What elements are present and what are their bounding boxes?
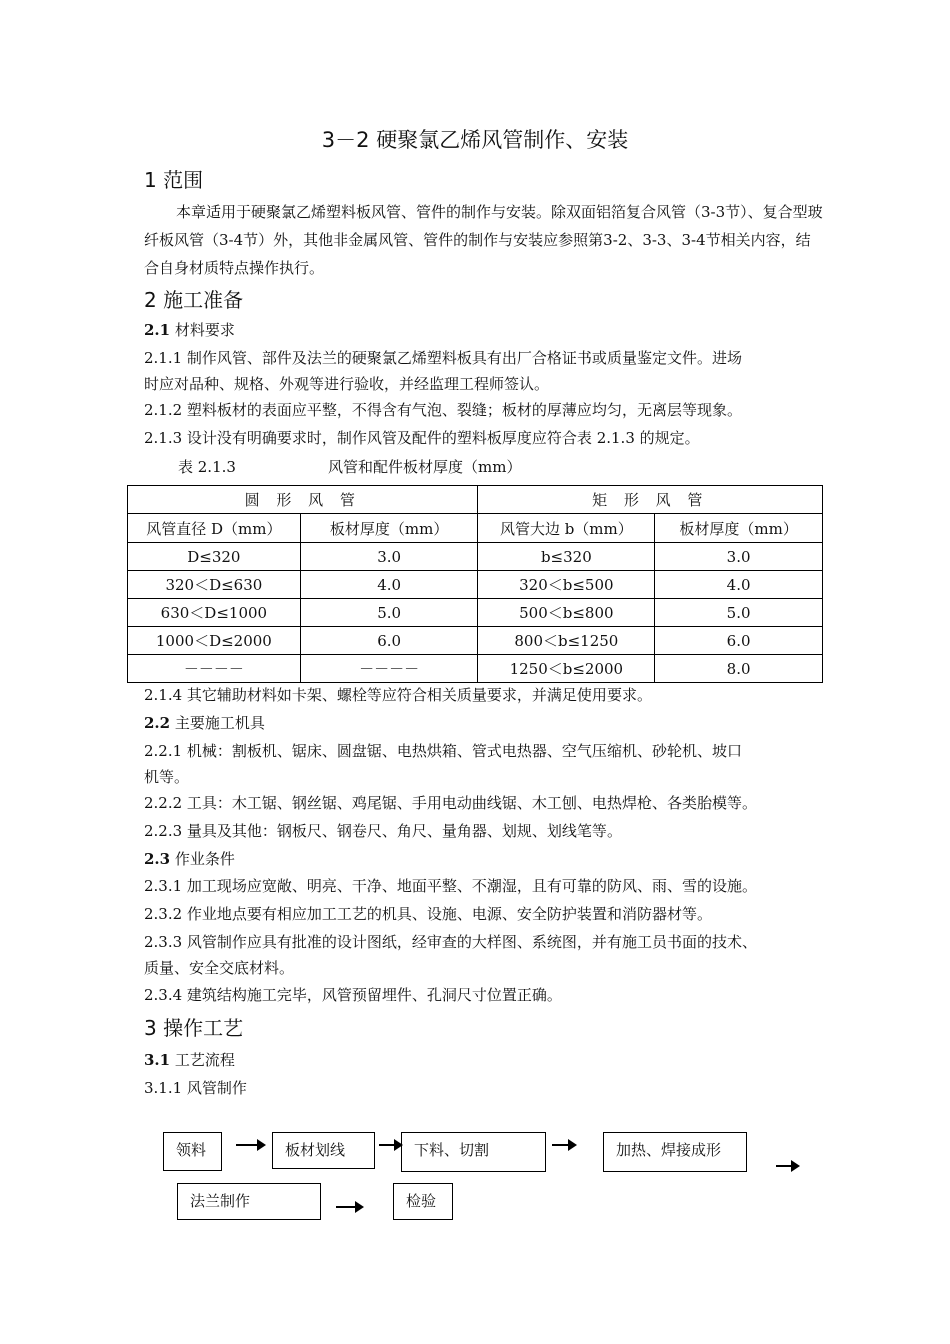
table-cell: 4.0 bbox=[655, 571, 823, 599]
table-header-row bbox=[128, 514, 823, 543]
table-cell: 4.0 bbox=[300, 571, 478, 599]
subsection-number: 2.3 bbox=[144, 850, 171, 868]
subsection-title: 主要施工机具 bbox=[170, 714, 265, 732]
flow-step-heat-weld-form: 加热、焊接成形 bbox=[603, 1132, 747, 1172]
subsection-2-1-heading bbox=[144, 317, 235, 344]
table-cell: 320＜D≤630 bbox=[128, 571, 301, 599]
table-caption: 风管和配件板材厚度（mm） bbox=[328, 458, 522, 476]
subsection-2-2-heading bbox=[144, 710, 265, 737]
table-group-header-row bbox=[128, 486, 823, 514]
flow-step-cutting: 下料、切割 bbox=[401, 1132, 546, 1172]
table-cell: 320＜b≤500 bbox=[478, 571, 655, 599]
para-2-3-1: 2.3.1 加工现场应宽敞、明亮、干净、地面平整、不潮湿，且有可靠的防风、雨、雪的设施。 bbox=[144, 877, 757, 895]
flow-arrow bbox=[336, 1201, 364, 1213]
para-2-1-3: 2.1.3 设计没有明确要求时，制作风管及配件的塑料板厚度应符合表 2.1.3 的规定。 bbox=[144, 429, 700, 447]
table-cell: －－－－ bbox=[300, 655, 478, 683]
para-2-2-2: 2.2.2 工具：木工锯、钢丝锯、鸡尾锯、手用电动曲线锯、木工刨、电热焊枪、各类胎模等。 bbox=[144, 794, 757, 812]
table-cell: 6.0 bbox=[655, 627, 823, 655]
column-header: 风管大边 b（mm） bbox=[478, 514, 655, 543]
para-3-1-1: 3.1.1 风管制作 bbox=[144, 1079, 247, 1097]
table-cell: 800＜b≤1250 bbox=[478, 627, 655, 655]
table-caption-number: 表 2.1.3 bbox=[178, 458, 236, 476]
para-2-1-4: 2.1.4 其它辅助材料如卡架、螺栓等应符合相关质量要求，并满足使用要求。 bbox=[144, 686, 652, 704]
flow-step-inspection: 检验 bbox=[393, 1183, 453, 1220]
table-row bbox=[128, 571, 823, 599]
table-row bbox=[128, 655, 823, 683]
table-cell: 630＜D≤1000 bbox=[128, 599, 301, 627]
section-1-heading: 1 范围 bbox=[144, 168, 204, 192]
table-cell: D≤320 bbox=[128, 543, 301, 571]
group-header-round: 圆 形 风 管 bbox=[128, 486, 478, 514]
table-cell: 3.0 bbox=[655, 543, 823, 571]
subsection-2-3-heading bbox=[144, 846, 235, 873]
para-2-3-3-line2: 质量、安全交底材料。 bbox=[144, 959, 295, 977]
flow-arrow bbox=[776, 1160, 800, 1172]
subsection-title: 材料要求 bbox=[170, 321, 235, 339]
table-cell: 1250＜b≤2000 bbox=[478, 655, 655, 683]
flow-arrow bbox=[379, 1139, 403, 1151]
para-2-1-1-line2: 时应对品种、规格、外观等进行验收，并经监理工程师签认。 bbox=[144, 375, 550, 393]
page-title: 3－2 硬聚氯乙烯风管制作、安装 bbox=[321, 128, 629, 152]
para-2-2-3: 2.2.3 量具及其他：钢板尺、钢卷尺、角尺、量角器、划规、划线笔等。 bbox=[144, 822, 622, 840]
para-2-2-1-line1: 2.2.1 机械：割板机、锯床、圆盘锯、电热烘箱、管式电热器、空气压缩机、砂轮机、坡口 bbox=[144, 742, 742, 760]
flow-step-receive-material: 领料 bbox=[163, 1132, 222, 1171]
flow-arrow bbox=[552, 1139, 577, 1151]
thickness-table bbox=[127, 485, 823, 683]
section-1-intro: 本章适用于硬聚氯乙烯塑料板风管、管件的制作与安装。除双面铝箔复合风管（3-3节）、复合型玻纤板风管（3-4节）外，其他非金属风管、管件的制作与安装应参照第3-2、3-3、3-4节相关内容，结合自身材质特点操作执行。 bbox=[144, 203, 823, 277]
table-cell: －－－－ bbox=[128, 655, 301, 683]
subsection-number: 3.1 bbox=[144, 1051, 171, 1069]
subsection-title: 工艺流程 bbox=[170, 1051, 235, 1069]
table-cell: 3.0 bbox=[300, 543, 478, 571]
section-2-heading: 2 施工准备 bbox=[144, 288, 244, 312]
para-2-1-1-line1: 2.1.1 制作风管、部件及法兰的硬聚氯乙烯塑料板具有出厂合格证书或质量鉴定文件。进场 bbox=[144, 349, 742, 367]
table-cell: 500＜b≤800 bbox=[478, 599, 655, 627]
flow-arrow bbox=[236, 1139, 266, 1151]
table-cell: 1000＜D≤2000 bbox=[128, 627, 301, 655]
para-2-3-3-line1: 2.3.3 风管制作应具有批准的设计图纸，经审查的大样图、系统图，并有施工员书面的技术、 bbox=[144, 933, 757, 951]
table-cell: 6.0 bbox=[300, 627, 478, 655]
para-2-3-4: 2.3.4 建筑结构施工完毕，风管预留埋件、孔洞尺寸位置正确。 bbox=[144, 986, 562, 1004]
column-header: 板材厚度（mm） bbox=[300, 514, 478, 543]
flow-step-mark-board: 板材划线 bbox=[272, 1132, 375, 1169]
para-2-1-2: 2.1.2 塑料板材的表面应平整，不得含有气泡、裂缝；板材的厚薄应均匀，无离层等现象。 bbox=[144, 401, 742, 419]
table-cell: 5.0 bbox=[655, 599, 823, 627]
table-cell: 5.0 bbox=[300, 599, 478, 627]
subsection-number: 2.2 bbox=[144, 714, 171, 732]
table-cell: b≤320 bbox=[478, 543, 655, 571]
subsection-title: 作业条件 bbox=[170, 850, 235, 868]
subsection-3-1-heading bbox=[144, 1047, 235, 1074]
table-row bbox=[128, 627, 823, 655]
para-2-3-2: 2.3.2 作业地点要有相应加工工艺的机具、设施、电源、安全防护装置和消防器材等。 bbox=[144, 905, 712, 923]
para-2-2-1-line2: 机等。 bbox=[144, 768, 190, 786]
subsection-number: 2.1 bbox=[144, 321, 171, 339]
section-3-heading: 3 操作工艺 bbox=[144, 1016, 244, 1040]
table-cell: 8.0 bbox=[655, 655, 823, 683]
flow-step-flange-making: 法兰制作 bbox=[177, 1183, 321, 1220]
column-header: 风管直径 D（mm） bbox=[128, 514, 301, 543]
column-header: 板材厚度（mm） bbox=[655, 514, 823, 543]
table-row bbox=[128, 543, 823, 571]
table-row bbox=[128, 599, 823, 627]
group-header-rect: 矩 形 风 管 bbox=[478, 486, 823, 514]
